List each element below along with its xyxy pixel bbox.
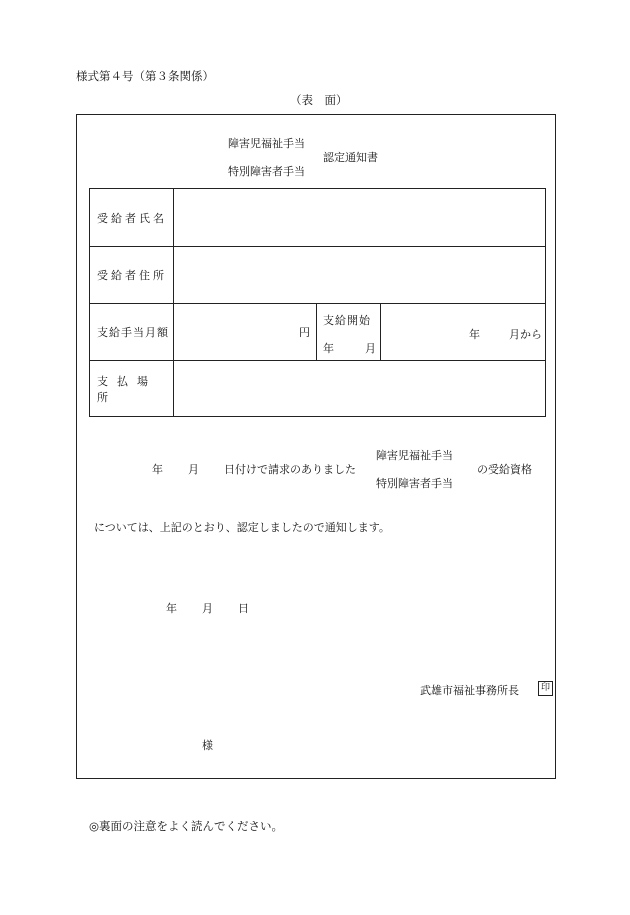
recipient-name-field[interactable] — [174, 189, 546, 247]
start-label: 支給開始 — [323, 314, 371, 327]
footer-note: ◎裏面の注意をよく読んでください。 — [89, 819, 284, 833]
side-label: （表 面） — [290, 93, 348, 107]
start-date-label — [323, 340, 376, 356]
payment-place-field[interactable] — [174, 361, 546, 417]
from-month-label: 月から — [509, 328, 542, 341]
start-year-label: 年 — [323, 342, 334, 355]
title-allowance-b: 特別障害者手当 — [228, 165, 305, 178]
from-year-label: 年 — [469, 328, 480, 341]
claim-allowance-b: 特別障害者手当 — [376, 477, 453, 490]
table-row-address — [90, 247, 546, 304]
title-suffix: 認定通知書 — [323, 151, 378, 164]
seal-mark: 印 — [538, 681, 553, 696]
recipient-address-field[interactable] — [174, 247, 546, 304]
info-table — [89, 188, 546, 417]
table-row-amount — [90, 304, 546, 361]
addressee-suffix: 様 — [202, 739, 213, 752]
table-row-name — [90, 189, 546, 247]
table-row-payment — [90, 361, 546, 417]
issue-month-label: 月 — [202, 602, 213, 615]
claim-year-label: 年 — [152, 463, 163, 476]
monthly-amount-label: 支給手当月額 — [90, 304, 174, 361]
recipient-address-label: 受給者住所 — [90, 247, 174, 304]
start-label-cell — [317, 304, 381, 361]
monthly-amount-field[interactable] — [174, 304, 317, 361]
title-allowance-a: 障害児福祉手当 — [228, 137, 305, 150]
claim-text-end: の受給資格 — [477, 463, 532, 476]
start-month-label: 月 — [365, 342, 376, 355]
payment-place-label: 支払場所 — [90, 361, 174, 417]
notice-statement: については、上記のとおり、認定しましたので通知します。 — [94, 521, 390, 534]
amount-unit: 円 — [299, 326, 310, 339]
claim-allowance-a: 障害児福祉手当 — [376, 449, 453, 462]
claim-month-label: 月 — [188, 463, 199, 476]
issue-year-label: 年 — [166, 602, 177, 615]
issuer-name: 武雄市福祉事務所長 — [420, 684, 519, 697]
form-number: 様式第４号（第３条関係） — [76, 69, 214, 83]
recipient-name-label: 受給者氏名 — [90, 189, 174, 247]
start-date-field[interactable] — [381, 304, 546, 361]
issue-day-label: 日 — [238, 602, 249, 615]
claim-text: 日付けで請求のありました — [224, 463, 356, 476]
